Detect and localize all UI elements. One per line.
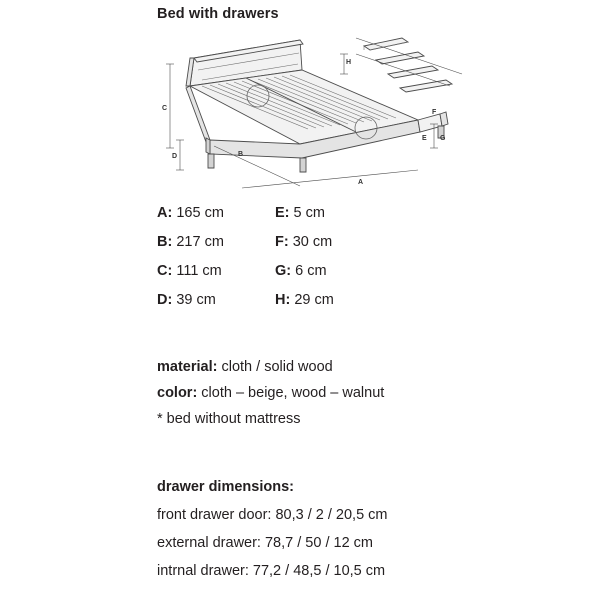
material-value: cloth / solid wood bbox=[217, 359, 333, 375]
specifications bbox=[157, 354, 557, 432]
dimension-table bbox=[157, 205, 487, 321]
dimension-c-value: 111 cm bbox=[176, 263, 222, 279]
dimension-d bbox=[157, 292, 275, 308]
svg-text:E: E bbox=[422, 135, 427, 142]
dimension-f-key: F: bbox=[275, 234, 289, 250]
table-row bbox=[157, 234, 487, 263]
dimension-f-value: 30 cm bbox=[292, 234, 333, 250]
material-row bbox=[157, 354, 557, 380]
front-drawer-door-line: front drawer door: 80,3 / 2 / 20,5 cm bbox=[157, 507, 388, 523]
dimension-g-value: 6 cm bbox=[295, 263, 327, 279]
dimension-d-value: 39 cm bbox=[176, 292, 216, 308]
dimension-b-value: 217 cm bbox=[176, 234, 224, 250]
dimension-e bbox=[275, 205, 393, 221]
drawer-dimensions-heading: drawer dimensions: bbox=[157, 479, 294, 495]
svg-text:D: D bbox=[172, 153, 178, 160]
dimension-d-key: D: bbox=[157, 292, 173, 308]
color-row bbox=[157, 380, 557, 406]
mattress-note: * bed without mattress bbox=[157, 411, 301, 427]
internal-drawer-line: intrnal drawer: 77,2 / 48,5 / 10,5 cm bbox=[157, 563, 386, 579]
dimension-e-key: E: bbox=[275, 205, 290, 221]
svg-text:H: H bbox=[346, 59, 352, 66]
dimension-c bbox=[157, 263, 275, 279]
dimension-g-key: G: bbox=[275, 263, 292, 279]
svg-text:C: C bbox=[162, 105, 168, 112]
color-label: color: bbox=[157, 385, 198, 401]
svg-text:B: B bbox=[238, 151, 244, 158]
external-drawer-line: external drawer: 78,7 / 50 / 12 cm bbox=[157, 535, 373, 551]
dimension-h-key: H: bbox=[275, 292, 291, 308]
dimension-a-value: 165 cm bbox=[176, 205, 224, 221]
dimension-a-key: A: bbox=[157, 205, 173, 221]
color-value: cloth – beige, wood – walnut bbox=[197, 385, 385, 401]
dimension-h bbox=[275, 292, 393, 308]
table-row bbox=[157, 263, 487, 292]
table-row bbox=[157, 292, 487, 321]
dimension-g bbox=[275, 263, 393, 279]
dimension-e-value: 5 cm bbox=[293, 205, 325, 221]
dimension-b-key: B: bbox=[157, 234, 173, 250]
table-row bbox=[157, 205, 487, 234]
dimension-f bbox=[275, 234, 393, 250]
dimension-c-key: C: bbox=[157, 263, 173, 279]
svg-text:A: A bbox=[358, 179, 364, 186]
drawer-dimensions bbox=[157, 473, 577, 585]
page-title: Bed with drawers bbox=[157, 6, 279, 22]
svg-text:G: G bbox=[440, 135, 446, 142]
bed-technical-drawing bbox=[150, 28, 470, 193]
dimension-b bbox=[157, 234, 275, 250]
dimension-h-value: 29 cm bbox=[294, 292, 334, 308]
svg-text:F: F bbox=[432, 109, 437, 116]
dimension-a bbox=[157, 205, 275, 221]
material-label: material: bbox=[157, 359, 218, 375]
